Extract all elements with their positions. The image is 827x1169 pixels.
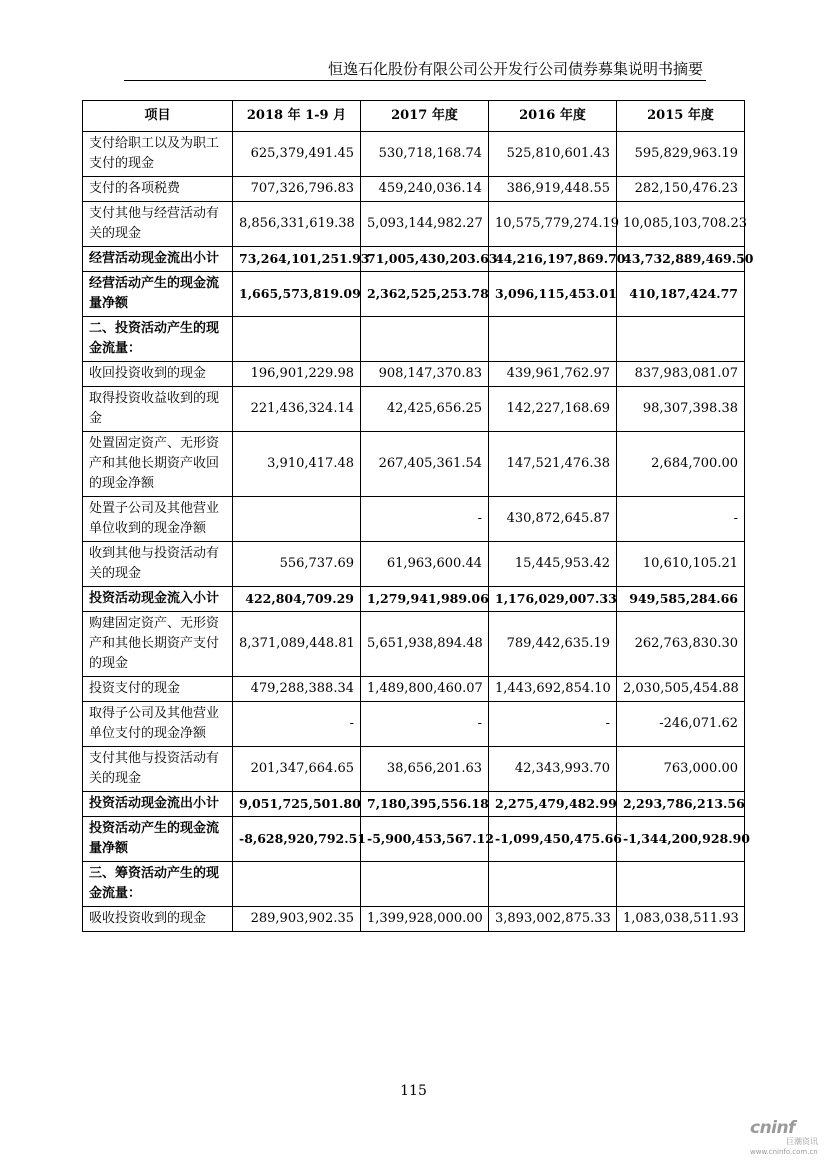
- value-cell: -5,900,453,567.12: [361, 817, 489, 862]
- value-cell: 196,901,229.98: [233, 362, 361, 387]
- header-divider: [124, 80, 706, 81]
- value-cell: 763,000.00: [617, 747, 745, 792]
- value-cell: -246,071.62: [617, 702, 745, 747]
- table-row: [83, 817, 745, 862]
- table-row: [83, 272, 745, 317]
- table-row: [83, 677, 745, 702]
- value-cell: 530,718,168.74: [361, 132, 489, 177]
- value-cell: 42,425,656.25: [361, 387, 489, 432]
- value-cell: 2,275,479,482.99: [489, 792, 617, 817]
- value-cell: 422,804,709.29: [233, 587, 361, 612]
- value-cell: 221,436,324.14: [233, 387, 361, 432]
- value-cell: -: [233, 702, 361, 747]
- value-cell: [233, 497, 361, 542]
- column-header: 2016 年度: [489, 101, 617, 132]
- value-cell: 625,379,491.45: [233, 132, 361, 177]
- row-label: 购建固定资产、无形资产和其他长期资产支付的现金: [83, 612, 233, 677]
- value-cell: 282,150,476.23: [617, 177, 745, 202]
- row-label: 取得投资收益收到的现金: [83, 387, 233, 432]
- value-cell: 479,288,388.34: [233, 677, 361, 702]
- column-header: 2018 年 1-9 月: [233, 101, 361, 132]
- value-cell: [617, 317, 745, 362]
- value-cell: 1,176,029,007.33: [489, 587, 617, 612]
- value-cell: 1,399,928,000.00: [361, 907, 489, 932]
- value-cell: 1,665,573,819.09: [233, 272, 361, 317]
- value-cell: 410,187,424.77: [617, 272, 745, 317]
- logo-url: www.cninfo.com.cn: [750, 1148, 818, 1156]
- row-label: 投资活动现金流入小计: [83, 587, 233, 612]
- row-label: 投资活动产生的现金流量净额: [83, 817, 233, 862]
- cninfo-logo: [750, 1118, 824, 1156]
- row-label: 支付的各项税费: [83, 177, 233, 202]
- value-cell: 2,030,505,454.88: [617, 677, 745, 702]
- column-header: 2017 年度: [361, 101, 489, 132]
- value-cell: 2,293,786,213.56: [617, 792, 745, 817]
- value-cell: 439,961,762.97: [489, 362, 617, 387]
- row-label: 支付给职工以及为职工支付的现金: [83, 132, 233, 177]
- value-cell: -: [361, 497, 489, 542]
- value-cell: 430,872,645.87: [489, 497, 617, 542]
- value-cell: 3,910,417.48: [233, 432, 361, 497]
- logo-mark: cninf: [750, 1118, 796, 1138]
- value-cell: 9,051,725,501.80: [233, 792, 361, 817]
- value-cell: 837,983,081.07: [617, 362, 745, 387]
- value-cell: 267,405,361.54: [361, 432, 489, 497]
- row-label: 支付其他与经营活动有关的现金: [83, 202, 233, 247]
- row-label: 投资活动现金流出小计: [83, 792, 233, 817]
- value-cell: 459,240,036.14: [361, 177, 489, 202]
- table-row: [83, 587, 745, 612]
- value-cell: 73,264,101,251.93: [233, 247, 361, 272]
- value-cell: 142,227,168.69: [489, 387, 617, 432]
- value-cell: [617, 862, 745, 907]
- row-label: 收到其他与投资活动有关的现金: [83, 542, 233, 587]
- column-header: 项目: [83, 101, 233, 132]
- table-row: [83, 362, 745, 387]
- row-label: 取得子公司及其他营业单位支付的现金净额: [83, 702, 233, 747]
- value-cell: 1,443,692,854.10: [489, 677, 617, 702]
- value-cell: 201,347,664.65: [233, 747, 361, 792]
- table-row: [83, 132, 745, 177]
- value-cell: [361, 862, 489, 907]
- row-label: 二、投资活动产生的现金流量：: [83, 317, 233, 362]
- value-cell: 1,279,941,989.06: [361, 587, 489, 612]
- value-cell: 7,180,395,556.18: [361, 792, 489, 817]
- value-cell: -1,099,450,475.66: [489, 817, 617, 862]
- table-row: [83, 907, 745, 932]
- value-cell: 908,147,370.83: [361, 362, 489, 387]
- table-row: [83, 317, 745, 362]
- value-cell: 525,810,601.43: [489, 132, 617, 177]
- row-label: 经营活动产生的现金流量净额: [83, 272, 233, 317]
- value-cell: 61,963,600.44: [361, 542, 489, 587]
- value-cell: 262,763,830.30: [617, 612, 745, 677]
- cash-flow-table: [82, 100, 754, 932]
- table-row: [83, 247, 745, 272]
- value-cell: 1,083,038,511.93: [617, 907, 745, 932]
- table-header-row: [83, 101, 745, 132]
- row-label: 投资支付的现金: [83, 677, 233, 702]
- value-cell: 5,651,938,894.48: [361, 612, 489, 677]
- value-cell: 5,093,144,982.27: [361, 202, 489, 247]
- value-cell: 10,610,105.21: [617, 542, 745, 587]
- table-row: [83, 202, 745, 247]
- value-cell: 147,521,476.38: [489, 432, 617, 497]
- value-cell: 386,919,448.55: [489, 177, 617, 202]
- value-cell: 43,732,889,469.50: [617, 247, 745, 272]
- value-cell: 289,903,902.35: [233, 907, 361, 932]
- value-cell: 42,343,993.70: [489, 747, 617, 792]
- value-cell: 3,096,115,453.01: [489, 272, 617, 317]
- value-cell: 10,575,779,274.19: [489, 202, 617, 247]
- value-cell: 10,085,103,708.23: [617, 202, 745, 247]
- table-row: [83, 702, 745, 747]
- value-cell: [361, 317, 489, 362]
- table-row: [83, 177, 745, 202]
- value-cell: [489, 317, 617, 362]
- value-cell: [489, 862, 617, 907]
- row-label: 支付其他与投资活动有关的现金: [83, 747, 233, 792]
- table-row: [83, 862, 745, 907]
- row-label: 收回投资收到的现金: [83, 362, 233, 387]
- table-row: [83, 747, 745, 792]
- row-label: 吸收投资收到的现金: [83, 907, 233, 932]
- value-cell: 15,445,953.42: [489, 542, 617, 587]
- table-row: [83, 497, 745, 542]
- value-cell: -: [617, 497, 745, 542]
- document-header-title: 恒逸石化股份有限公司公开发行公司债券募集说明书摘要: [327, 60, 703, 78]
- table-row: [83, 387, 745, 432]
- value-cell: [233, 862, 361, 907]
- value-cell: 71,005,430,203.63: [361, 247, 489, 272]
- value-cell: 2,684,700.00: [617, 432, 745, 497]
- value-cell: 789,442,635.19: [489, 612, 617, 677]
- logo-subtitle: 巨潮资讯: [786, 1137, 818, 1146]
- value-cell: 1,489,800,460.07: [361, 677, 489, 702]
- table-row: [83, 432, 745, 497]
- value-cell: -: [361, 702, 489, 747]
- value-cell: -1,344,200,928.90: [617, 817, 745, 862]
- page-number: 115: [400, 1083, 427, 1099]
- value-cell: 8,856,331,619.38: [233, 202, 361, 247]
- value-cell: 595,829,963.19: [617, 132, 745, 177]
- value-cell: 3,893,002,875.33: [489, 907, 617, 932]
- column-header: 2015 年度: [617, 101, 745, 132]
- value-cell: [233, 317, 361, 362]
- value-cell: 2,362,525,253.78: [361, 272, 489, 317]
- value-cell: 556,737.69: [233, 542, 361, 587]
- value-cell: 44,216,197,869.70: [489, 247, 617, 272]
- value-cell: 8,371,089,448.81: [233, 612, 361, 677]
- table-body: [83, 132, 754, 932]
- row-label: 三、筹资活动产生的现金流量：: [83, 862, 233, 907]
- row-label: 经营活动现金流出小计: [83, 247, 233, 272]
- value-cell: 707,326,796.83: [233, 177, 361, 202]
- table-row: [83, 542, 745, 587]
- value-cell: 98,307,398.38: [617, 387, 745, 432]
- value-cell: 38,656,201.63: [361, 747, 489, 792]
- value-cell: -8,628,920,792.51: [233, 817, 361, 862]
- row-label: 处置子公司及其他营业单位收到的现金净额: [83, 497, 233, 542]
- table-row: [83, 612, 745, 677]
- value-cell: 949,585,284.66: [617, 587, 745, 612]
- table-row: [83, 792, 745, 817]
- value-cell: -: [489, 702, 617, 747]
- row-label: 处置固定资产、无形资产和其他长期资产收回的现金净额: [83, 432, 233, 497]
